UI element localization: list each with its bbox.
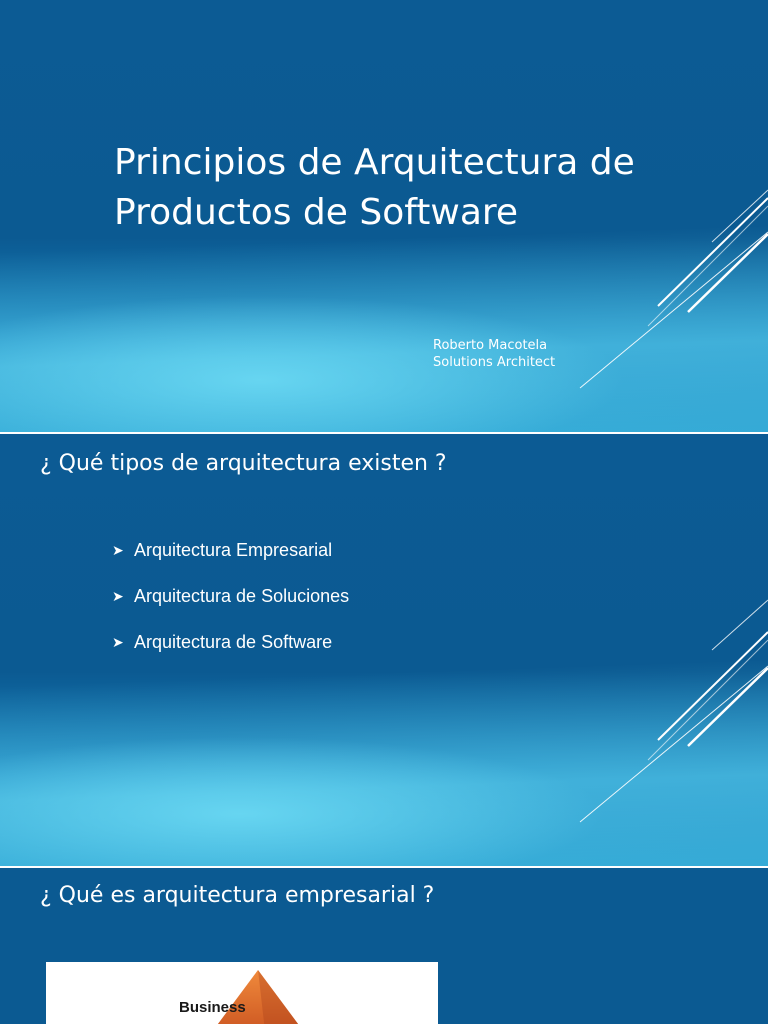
bullet-text: Arquitectura Empresarial (134, 540, 333, 560)
arrow-bullet-icon: ➤ (112, 542, 124, 558)
arrow-bullet-icon: ➤ (112, 634, 124, 650)
title-line-1: Principios de Arquitectura de (114, 142, 635, 183)
author-name: Roberto Macotela (433, 338, 548, 353)
business-architecture-image (46, 962, 438, 1024)
bullet-text: Arquitectura de Software (134, 632, 333, 652)
author-role: Solutions Architect (433, 355, 556, 370)
slide-architecture-types (0, 434, 768, 866)
bullet-list (112, 539, 349, 677)
list-item (112, 585, 349, 631)
title-line-2: Productos de Software (114, 192, 519, 233)
presentation-title (114, 138, 714, 238)
list-item (112, 539, 349, 585)
slide-heading: ¿ Qué es arquitectura empresarial ? (40, 883, 435, 908)
arrow-bullet-icon: ➤ (112, 588, 124, 604)
slide-enterprise-architecture (0, 868, 768, 1024)
author-block (433, 337, 555, 371)
slide-heading: ¿ Qué tipos de arquitectura existen ? (40, 451, 447, 476)
list-item (112, 631, 349, 677)
bullet-text: Arquitectura de Soluciones (134, 586, 350, 606)
slide-title (0, 0, 768, 432)
image-label: Business (179, 999, 246, 1016)
